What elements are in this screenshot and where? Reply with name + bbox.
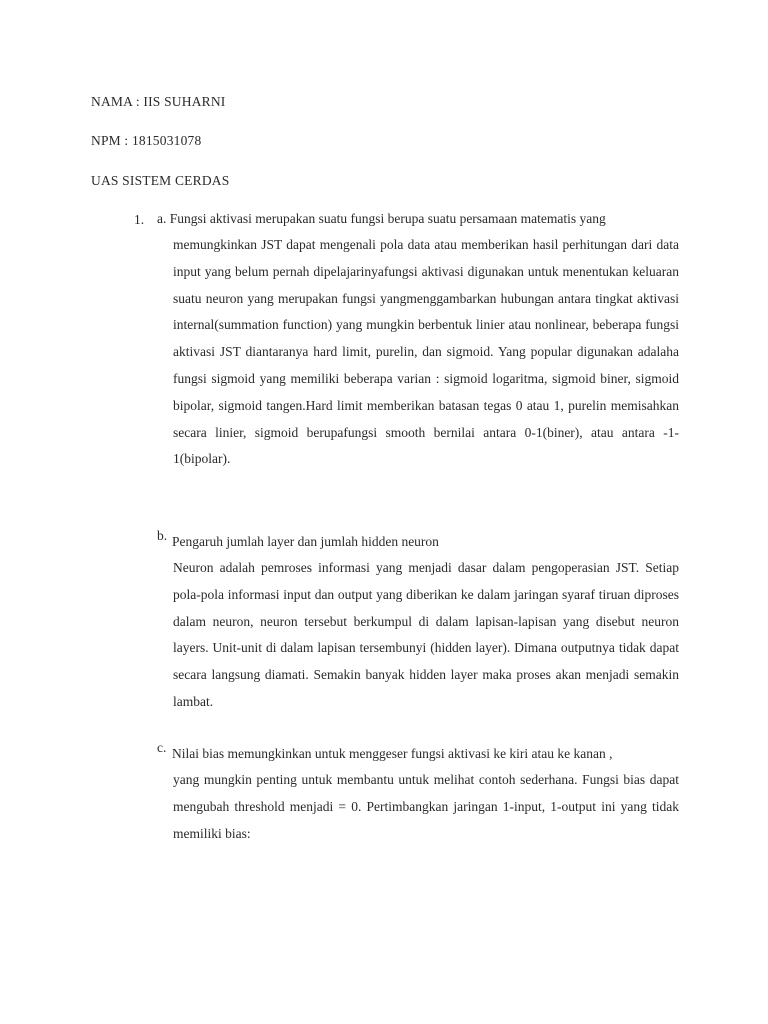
answer-item-c	[157, 740, 679, 847]
answer-b-letter: b.	[157, 528, 168, 543]
student-npm: NPM : 1815031078	[91, 133, 202, 148]
answer-item-b	[157, 528, 679, 716]
question-number: 1.	[134, 212, 145, 227]
answer-b-body: Neuron adalah pemroses informasi yang menjadi dasar dalam pengoperasian JST. Setiap pola-pola informasi input dan output yang diberikan ke dalam jaringan syaraf tiruan diproses dalam neuron, neuron tersebut berkumpul di dalam lapisan-lapisan yang disebut neuron layers. Unit-unit di dalam lapisan tersembunyi (hidden layer). Dimana outputnya tidak dapat secara langsung diamati. Semakin banyak hidden layer maka proses akan menjadi semakin lambat.	[173, 560, 679, 709]
answer-b-heading: Pengaruh jumlah layer dan jumlah hidden neuron	[172, 534, 439, 549]
document-title: UAS SISTEM CERDAS	[91, 173, 230, 188]
student-name: NAMA : IIS SUHARNI	[91, 94, 226, 109]
answer-a-body: memungkinkan JST dapat mengenali pola data atau memberikan hasil perhitungan dari data input yang belum pernah dipelajarinyafungsi aktivasi digunakan untuk menentukan keluaran suatu neuron yang merupakan fungsi yangmenggambarkan hubungan antara tingkat aktivasi internal(summation function) yang mungkin berbentuk linier atau nonlinear, beberapa fungsi aktivasi JST diantaranya hard limit, purelin, dan sigmoid. Yang popular digunakan adalaha fungsi sigmoid yang memiliki beberapa varian : sigmoid logaritma, sigmoid biner, sigmoid bipolar, sigmoid tangen.Hard limit memberikan batasan tegas 0 atau 1, purelin memisahkan secara linier, sigmoid berupafungsi smooth bernilai antara 0-1(biner), atau antara -1-1(bipolar).	[173, 237, 679, 467]
answer-item-a	[157, 205, 679, 473]
answer-c-body: yang mungkin penting untuk membantu untuk melihat contoh sederhana. Fungsi bias dapat mengubah threshold menjadi = 0. Pertimbangkan jaringan 1-input, 1-output ini yang tidak memiliki bias:	[173, 772, 679, 841]
answer-c-letter: c.	[157, 740, 167, 755]
answer-a-first-line: a. Fungsi aktivasi merupakan suatu fungsi berupa suatu persamaan matematis yang	[157, 211, 606, 226]
answer-c-first-line: Nilai bias memungkinkan untuk menggeser fungsi aktivasi ke kiri atau ke kanan ,	[172, 746, 613, 761]
